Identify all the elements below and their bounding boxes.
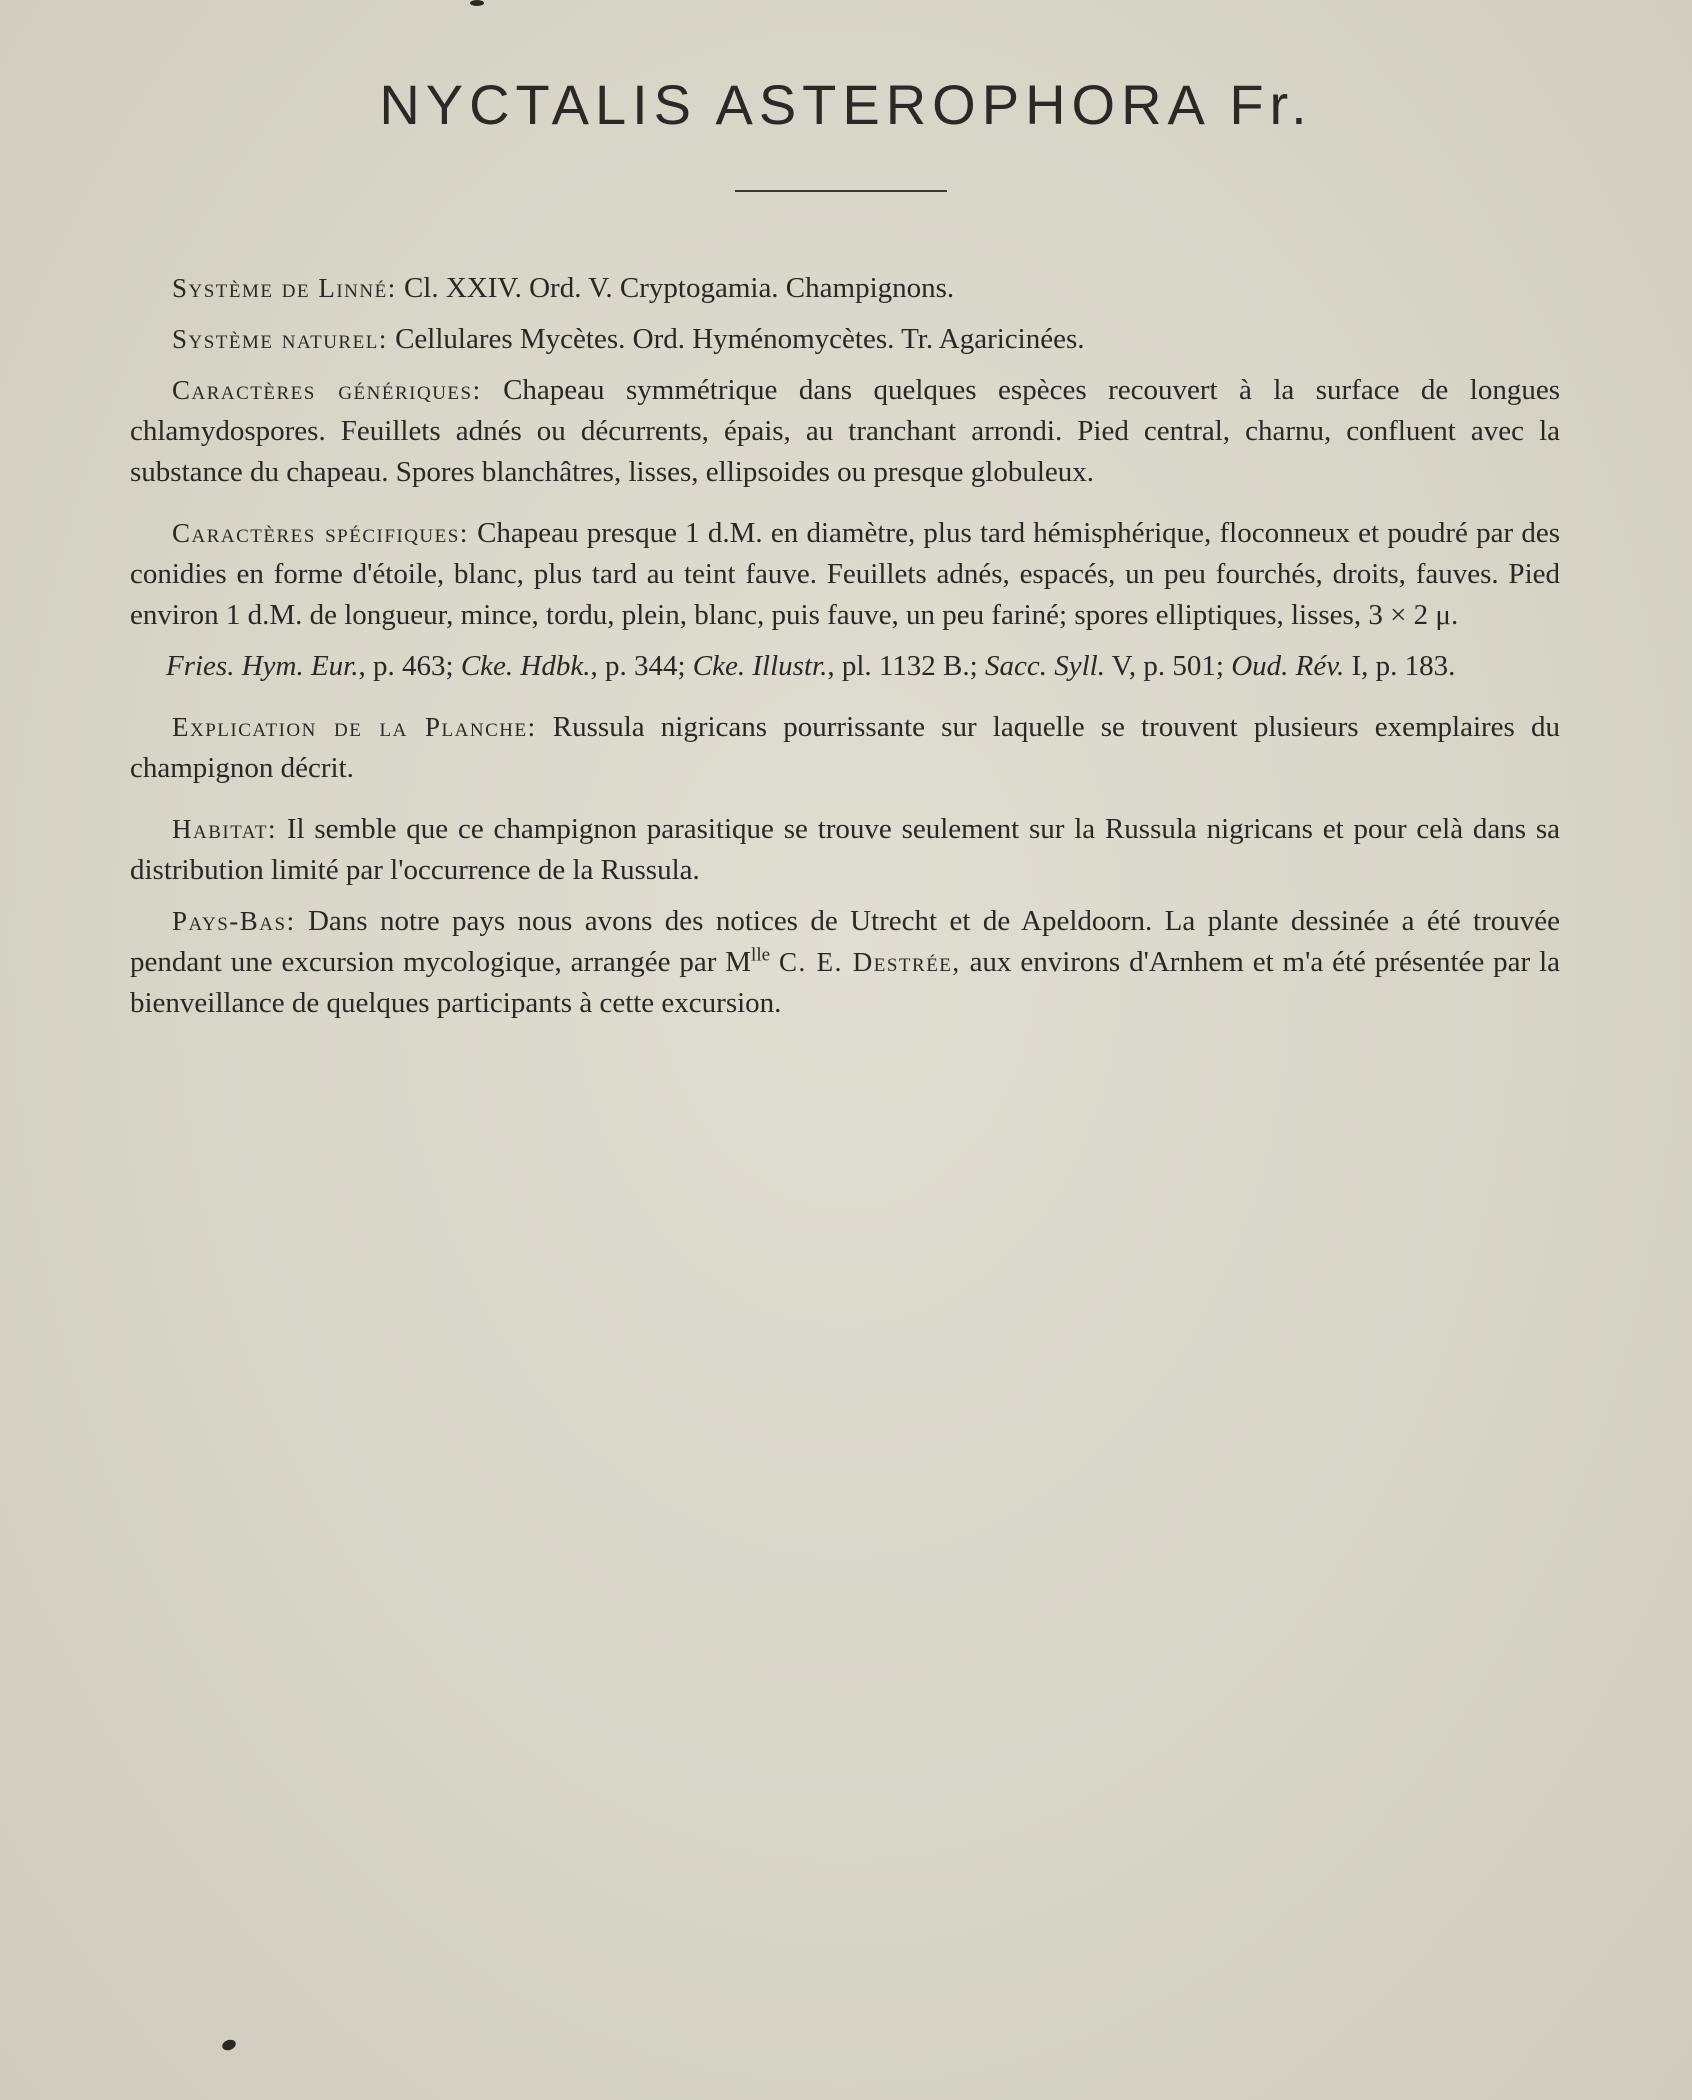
text-habitat: Il semble que ce champignon parasitique se trouve seulement sur la Russula nigricans et pour celà dans sa distribution limité par l'occurrence de la Russula. (130, 813, 1560, 886)
paragraph-planche (130, 707, 1560, 789)
ref-cke-hdbk: Cke. Hdbk. (460, 650, 591, 682)
ink-speck-bottom (221, 2038, 238, 2052)
superscript-lle: lle (751, 944, 771, 966)
label-specifiques: Caractères spécifiques: (172, 518, 469, 548)
ink-speck-top (470, 0, 484, 6)
document-body (130, 268, 1560, 1044)
label-naturel: Système naturel: (172, 324, 388, 354)
ref-fries-page: , p. 463; (358, 650, 461, 682)
name-destree: C. E. Destrée, (778, 947, 961, 977)
paragraph-paysbas (130, 901, 1560, 1024)
label-habitat: Habitat: (172, 814, 278, 844)
ref-oud-rev-page: I, p. 183. (1344, 650, 1456, 682)
ref-cke-hdbk-page: , p. 344; (590, 650, 693, 682)
text-planche: Russula nigricans pourrissante sur laquelle se trouvent plusieurs exemplaires du champignon décrit. (130, 711, 1561, 784)
references (130, 646, 1560, 687)
text-paysbas-after: aux environs d'Arnhem et m'a été présentée par la bienveillance de quelques participants à cette excursion. (130, 946, 1561, 1019)
label-planche: Explication de la Planche: (172, 712, 537, 742)
paragraph-specifiques (130, 513, 1560, 636)
text-specifiques: Chapeau presque 1 d.M. en diamètre, plus tard hémisphérique, floconneux et poudré par des conidies en forme d'étoile, blanc, plus tard au teint fauve. Feuillets adnés, espacés, un peu fourchés, droits, fauves. Pied environ 1 d.M. de longueur, mince, tordu, plein, blanc, puis fauve, un peu fariné; spores elliptiques, lisses, 3 × 2 μ. (130, 517, 1561, 631)
text-naturel: Cellulares Mycètes. Ord. Hyménomycètes. Tr. Agaricinées. (395, 323, 1085, 355)
paragraph-habitat (130, 809, 1560, 891)
paragraph-naturel (130, 319, 1560, 360)
ref-sacc-syll-page: V, p. 501; (1104, 650, 1232, 682)
label-paysbas: Pays-Bas: (172, 906, 296, 936)
paragraph-linne (130, 268, 1560, 309)
ref-cke-illustr: Cke. Illustr. (692, 650, 828, 682)
ref-fries: Fries. Hym. Eur. (166, 650, 359, 682)
page-title: NYCTALIS ASTEROPHORA Fr. (379, 73, 1313, 136)
paragraph-generiques (130, 370, 1560, 493)
ref-cke-illustr-page: , pl. 1132 B.; (827, 650, 985, 682)
label-generiques: Caractères génériques: (172, 375, 482, 405)
label-linne: Système de Linné: (172, 273, 397, 303)
title-rule (735, 190, 947, 192)
text-generiques: Chapeau symmétrique dans quelques espèces recouvert à la surface de longues chlamydospores. Feuillets adnés ou décurrents, épais, au tranchant arrondi. Pied central, charnu, confluent avec la substance du chapeau. Spores blanchâtres, lisses, ellipsoides ou presque globuleux. (130, 374, 1560, 488)
text-linne: Cl. XXIV. Ord. V. Cryptogamia. Champignons. (403, 272, 955, 304)
ref-oud-rev: Oud. Rév. (1231, 650, 1345, 682)
text-paysbas-before: Dans notre pays nous avons des notices de Utrecht et de Apeldoorn. La plante dessinée a été trouvée pendant une excursion mycologique, arrangée par M (130, 905, 1560, 978)
ref-sacc-syll: Sacc. Syll. (984, 650, 1105, 682)
